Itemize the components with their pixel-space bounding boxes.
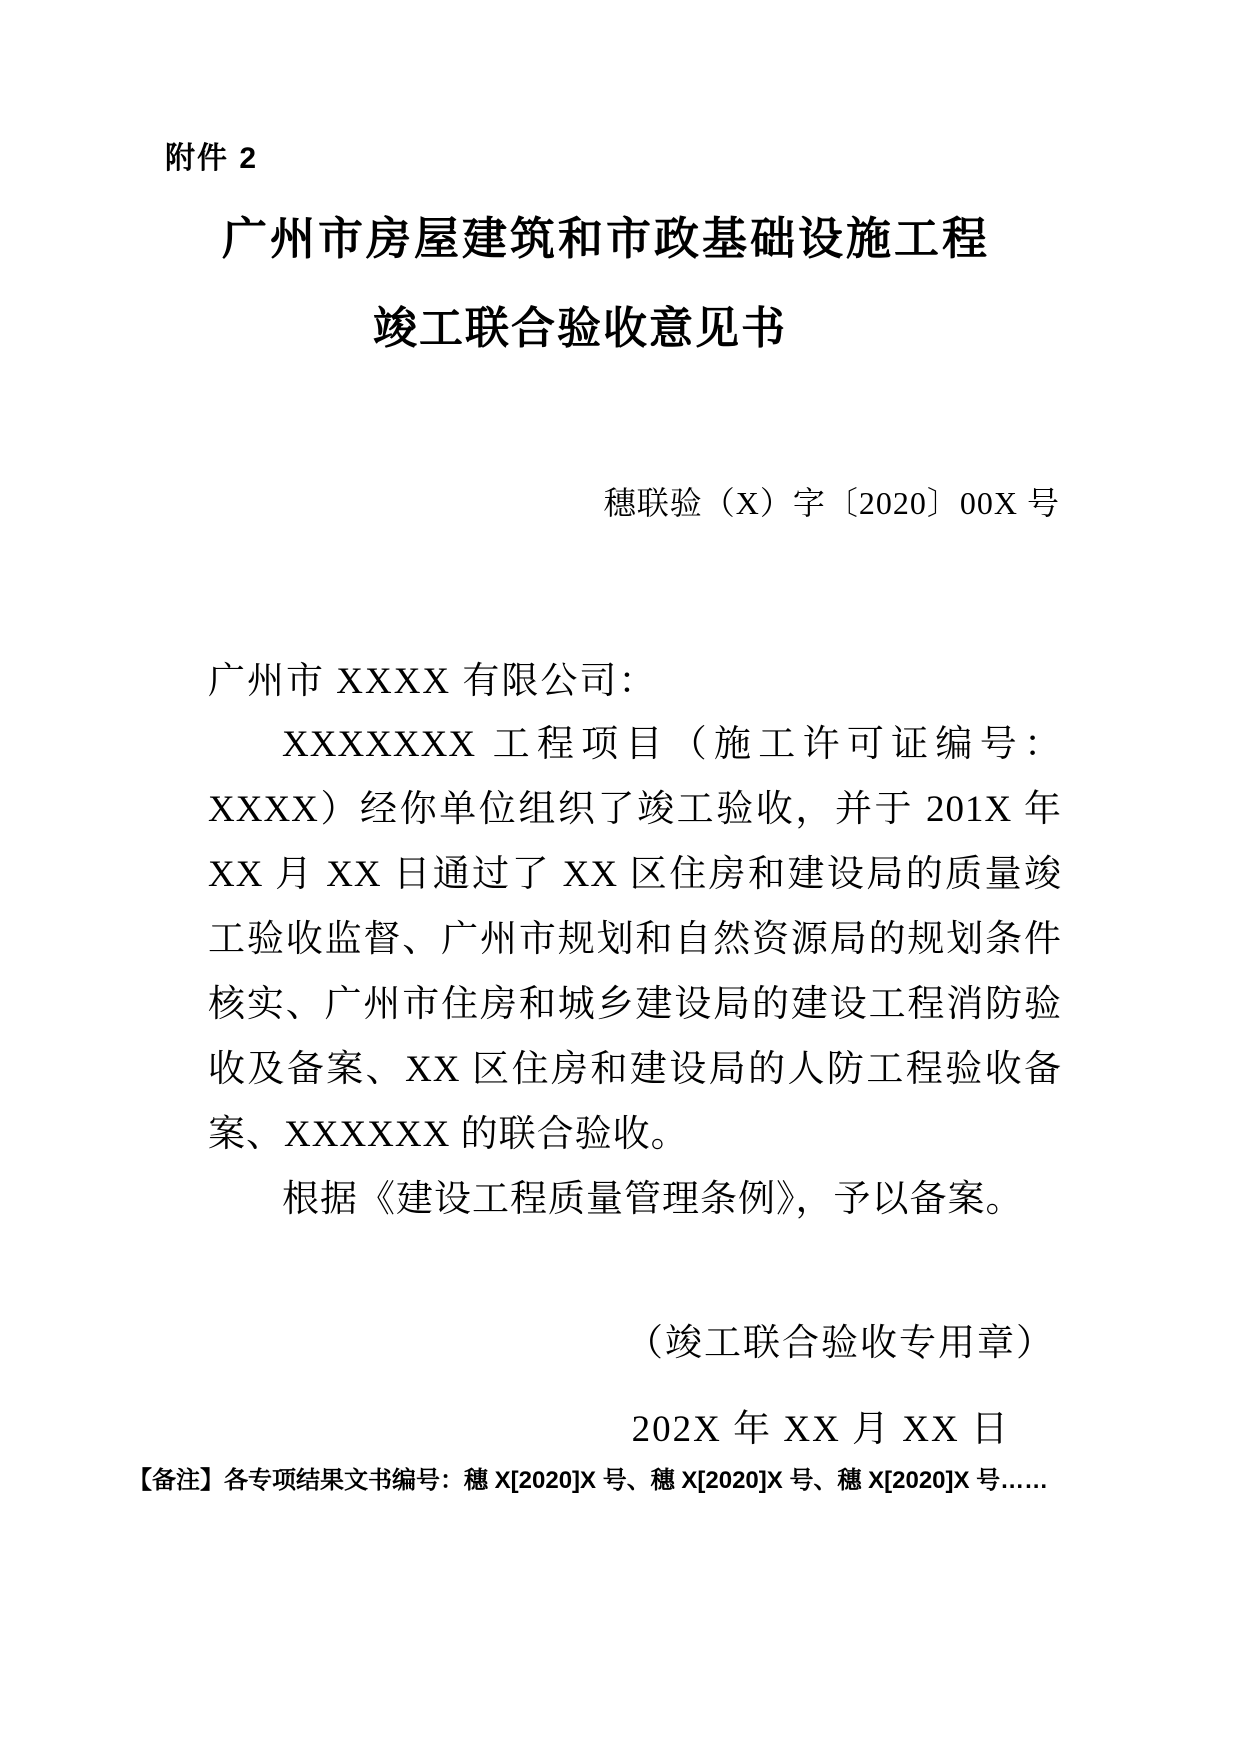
- attachment-label: 附件 2: [165, 142, 259, 175]
- document-title-line1: 广州市房屋建筑和市政基础设施工程: [221, 214, 990, 264]
- body-paragraph-1: XXXXXXX 工程项目（施工许可证编号：XXXX）经你单位组织了竣工验收，并于 201X 年 XX 月 XX 日通过了 XX 区住房和建设局的质量竣工验收监督、广州市规划和自然资源局的规划条件核实、广州市住房和城乡建设局的建设工程消防验收及备案、XX 区住房和建设局的人防工程验收备案、XXXXXX 的联合验收。: [208, 724, 1062, 1155]
- document-reference-number: 穗联验（X）字〔2020〕00X 号: [603, 485, 1060, 521]
- stamp-note: （竣工联合验收专用章）: [626, 1323, 1055, 1364]
- date-line: 202X 年 XX 月 XX 日: [631, 1409, 1010, 1450]
- recipient-salutation: 广州市 XXXX 有限公司：: [208, 661, 658, 702]
- remark-footnote: 【备注】各专项结果文书编号：穗 X[2020]X 号、穗 X[2020]X 号、穗 X[2020]X 号……: [128, 1467, 1049, 1494]
- document-title-line2: 竣工联合验收意见书: [373, 304, 787, 353]
- body-paragraph-2: 根据《建设工程质量管理条例》，予以备案。: [282, 1179, 1024, 1220]
- document-body: [208, 712, 1062, 1232]
